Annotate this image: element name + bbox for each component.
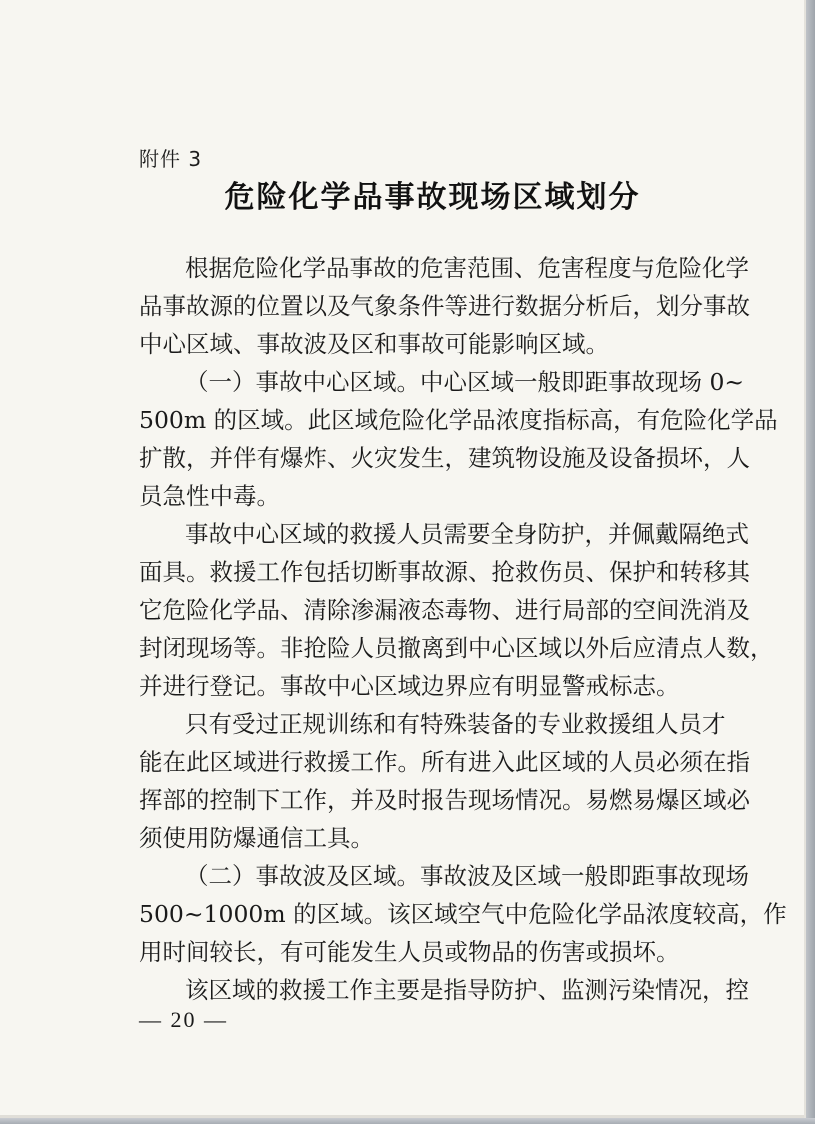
body-line-3: 中心区域、事故波及区和事故可能影响区域。 (139, 330, 609, 358)
body-line-14: 能在此区域进行救援工作。所有进入此区域的人员必须在指 (139, 748, 750, 776)
body-line-4: （一）事故中心区域。中心区域一般即距事故现场 0~ (185, 368, 745, 396)
document-title: 危险化学品事故现场区域划分 (224, 180, 641, 215)
scan-edge-bottom (0, 1118, 815, 1124)
body-line-19: 用时间较长，有可能发生人员或物品的伤害或损坏。 (139, 938, 680, 966)
body-line-20: 该区域的救援工作主要是指导防护、监测污染情况，控 (185, 976, 749, 1004)
body-line-10: 它危险化学品、清除渗漏液态毒物、进行局部的空间洗消及 (139, 596, 750, 624)
body-line-8: 事故中心区域的救援人员需要全身防护，并佩戴隔绝式 (185, 520, 749, 548)
body-line-5: 500m 的区域。此区域危险化学品浓度指标高，有危险化学品 (139, 406, 778, 434)
body-line-17: （二）事故波及区域。事故波及区域一般即距事故现场 (185, 862, 749, 890)
attachment-label: 附件 3 (139, 147, 203, 171)
body-line-1: 根据危险化学品事故的危害范围、危害程度与危险化学 (185, 254, 749, 282)
body-line-18: 500~1000m 的区域。该区域空气中危险化学品浓度较高，作 (139, 900, 787, 928)
page-number: — 20 — (139, 1007, 228, 1032)
body-line-2: 品事故源的位置以及气象条件等进行数据分析后，划分事故 (139, 292, 750, 320)
body-line-13: 只有受过正规训练和有特殊装备的专业救援组人员才 (185, 710, 726, 738)
body-line-6: 扩散，并伴有爆炸、火灾发生，建筑物设施及设备损坏，人 (139, 444, 750, 472)
body-line-9: 面具。救援工作包括切断事故源、抢救伤员、保护和转移其 (139, 558, 750, 586)
scan-edge-right (806, 0, 815, 1124)
body-line-16: 须使用防爆通信工具。 (139, 824, 374, 852)
body-line-11: 封闭现场等。非抢险人员撤离到中心区域以外后应清点人数， (139, 634, 774, 662)
body-line-7: 员急性中毒。 (139, 482, 280, 510)
body-line-15: 挥部的控制下工作，并及时报告现场情况。易燃易爆区域必 (139, 786, 750, 814)
body-line-12: 并进行登记。事故中心区域边界应有明显警戒标志。 (139, 672, 680, 700)
